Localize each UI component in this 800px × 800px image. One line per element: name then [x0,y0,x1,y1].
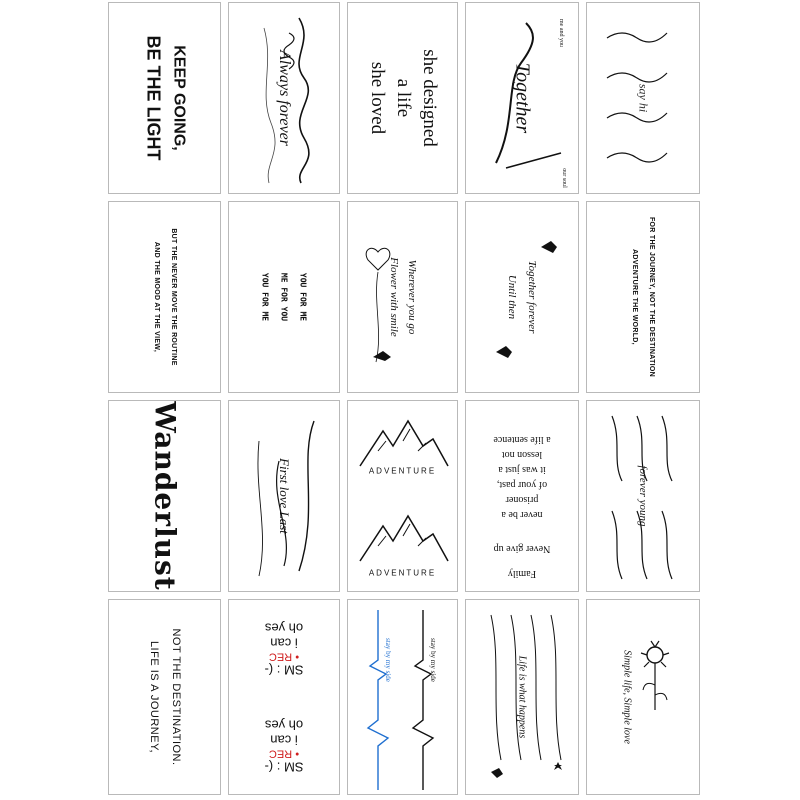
text-line: Wherever you go [405,259,418,335]
label-text: ADVENTURE [368,466,437,476]
text-line: Flower with smile [387,257,400,337]
tattoo-card-always [228,2,340,194]
quote-line: never be a [501,509,543,520]
quote-line: a life sentence [493,434,551,445]
tattoo-card-never-prisoner [465,400,579,592]
tattoo-card-first-love [228,400,340,592]
quote-line: lesson not [501,449,543,460]
sm-text: SM : (- [264,662,304,677]
never-give-up-text: Never give up [493,542,551,554]
text-line: BUT THE NEVER MOVE THE ROUTINE [169,228,177,366]
text-line: YOU FOR ME [298,272,308,322]
tattoo-card-forever-young [586,400,700,592]
script-text: Simple life, Simple love [621,650,633,744]
text-line: BE THE LIGHT [143,35,163,161]
yes-text: oh yes [264,620,304,635]
text-line: Until then [506,274,518,320]
script-text: Life is what happens [516,655,528,739]
tattoo-card-simple-life [586,599,700,795]
script-text: Always forever [276,50,293,146]
yes-text: oh yes [264,717,304,732]
script-text: First love Last [277,458,292,534]
tattoo-card-oh-yes [228,599,340,795]
text-line: ADVENTURE THE WORLD, [631,249,638,345]
text-line: a life [392,78,414,118]
tattoo-card-wanderlust [108,400,221,592]
tattoo-card-life-journey [108,599,221,795]
rec-text: • REC [268,747,300,759]
tattoo-card-she-loved [347,2,458,194]
tattoo-card-routine [108,201,221,393]
text-line: YOU FOR ME [260,272,270,322]
label-text: stay by my side [429,638,437,682]
tattoo-card-keep-going [108,2,221,194]
mountain-icon [348,401,458,592]
tattoo-card-adventure-world [586,201,700,393]
gothic-word: Wanderlust [148,401,181,591]
tattoo-card-life-happens [465,599,579,795]
text-line: she designed [418,49,440,147]
quote-line: it was just a [498,464,546,475]
script-text: Together [511,62,534,134]
script-text: say hi [636,83,651,113]
text-line: NOT THE DESTINATION. [169,628,182,766]
heartbeat-icon [348,600,458,795]
tattoo-card-together-forever [465,201,579,393]
note-text: me and you [558,19,564,47]
text-line: FOR THE JOURNEY, NOT THE DESTINATION [648,216,655,377]
text-line: KEEP GOING, [170,45,187,151]
can-text: i can [270,635,298,650]
tattoo-card-you-for-me [228,201,340,393]
family-text: Family [507,567,537,579]
quote-line: prisoner [505,494,539,505]
note-text: our soul [561,168,567,188]
text-line: she loved [366,61,388,135]
tattoo-card-say-hi [586,2,700,194]
text-line: Together forever [526,260,538,334]
can-text: i can [270,732,298,747]
text-line: ME FOR YOU [279,272,289,322]
sm-text: SM : (- [264,759,304,774]
rec-text: • REC [268,650,300,662]
label-text: ADVENTURE [368,568,437,578]
script-text: forever young [637,465,649,527]
tattoo-card-adventure-mountains [347,400,458,592]
text-line: LIFE IS A JOURNEY, [147,640,160,754]
tattoo-card-together [465,2,579,194]
tattoo-card-heartbeat [347,599,458,795]
quote-line: of your past, [496,479,548,490]
text-line: AND THE MOOD AT THE VIEW, [152,241,160,353]
flower-icon [587,600,700,795]
label-text: stay by my side [384,638,392,682]
tattoo-card-wherever [347,201,458,393]
